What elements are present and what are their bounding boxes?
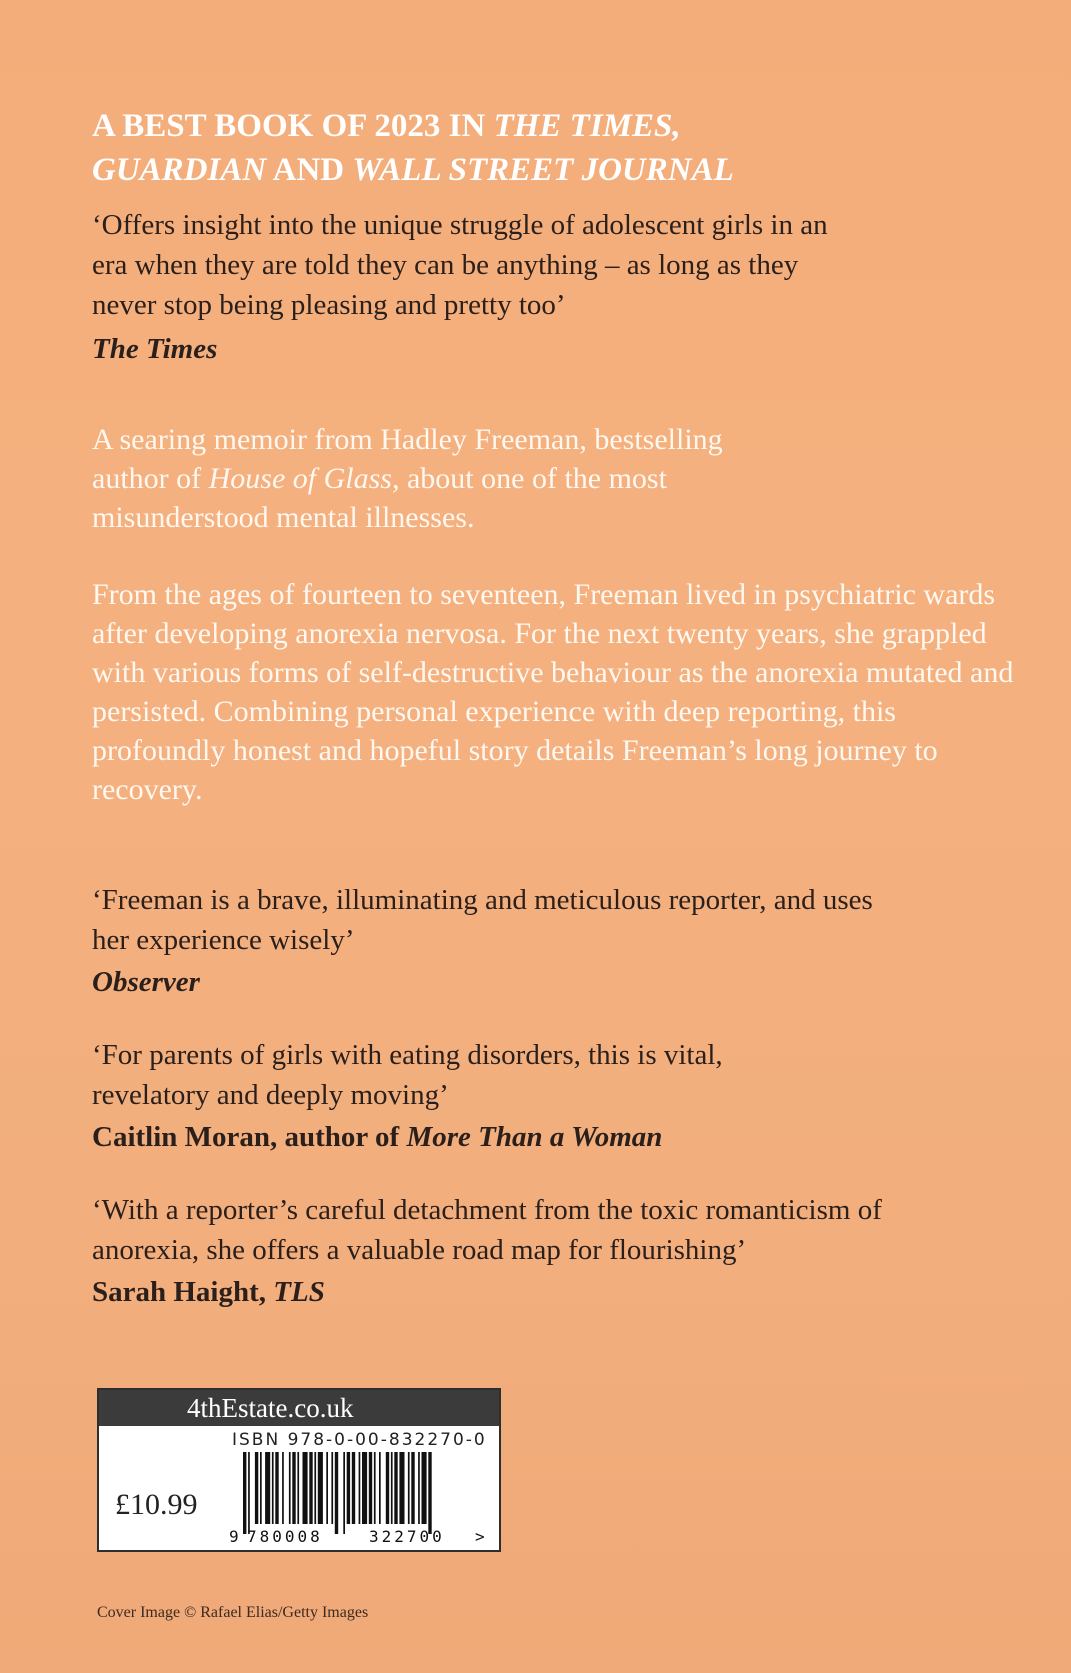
barcode-bar (379, 1452, 381, 1524)
blurb-paragraph-1 (92, 420, 792, 537)
barcode-bar (326, 1452, 328, 1524)
barcode-digit-first: 9 (229, 1527, 239, 1546)
source-name: Sarah Haight, (92, 1276, 274, 1308)
headline-italic-times: THE TIMES, (493, 108, 681, 144)
barcode-bar (282, 1452, 284, 1524)
barcode-bar (391, 1452, 393, 1524)
barcode-bar (418, 1452, 420, 1524)
barcode-bar (292, 1452, 295, 1524)
barcode-bar (352, 1452, 355, 1524)
barcode-bar (343, 1452, 345, 1534)
barcode-panel (97, 1388, 501, 1552)
cover-image-credit: Cover Image © Rafael Elias/Getty Images (97, 1604, 369, 1621)
barcode-bar (347, 1452, 350, 1524)
isbn-label: ISBN 978-0-00-832270-0 (232, 1430, 487, 1450)
price: £10.99 (115, 1488, 198, 1521)
quote-source (92, 1117, 992, 1157)
quote-text: ‘Freeman is a brave, illuminating and meticulous reporter, and uses her experience wisely’ (92, 884, 873, 956)
blurb-p1-book-title: House of Glass, (208, 462, 400, 495)
barcode-digits-left: 780008 (247, 1527, 323, 1546)
barcode-bar (255, 1452, 258, 1524)
source-publication: TLS (273, 1276, 325, 1308)
source-book-title: More Than a Woman (406, 1121, 663, 1153)
headline-and: AND (266, 152, 353, 188)
barcode-bar (265, 1452, 270, 1524)
barcode-bar (331, 1452, 333, 1524)
barcode-bar (386, 1452, 389, 1524)
barcode-bar (243, 1452, 246, 1534)
barcode-bar (272, 1452, 274, 1524)
barcode-bar (399, 1452, 404, 1524)
award-headline (92, 104, 992, 192)
barcode-bar (260, 1452, 262, 1524)
barcode-bars (243, 1452, 432, 1534)
barcode-bar (411, 1452, 414, 1524)
barcode-bar (297, 1452, 299, 1524)
barcode-bar (422, 1452, 427, 1524)
barcode-bar (394, 1452, 397, 1524)
quote-text: ‘With a reporter’s careful detachment from the toxic romanticism of anorexia, she offers a valuable road map for flourishing’ (92, 1194, 882, 1266)
review-quote-moran (92, 1035, 992, 1157)
barcode-bar (289, 1452, 291, 1524)
barcode-bar (318, 1452, 323, 1524)
quote-source (92, 1272, 992, 1312)
barcode-bar (374, 1452, 376, 1524)
review-quote-observer (92, 880, 992, 1002)
barcode-graphic (229, 1452, 491, 1546)
headline-italic-guardian: GUARDIAN (92, 152, 267, 188)
barcode-bar (335, 1452, 338, 1534)
blurb-p2-text: From the ages of fourteen to seventeen, Freeman lived in psychiatric wards after developing anorexia nervosa. For the next twenty years, she grappled with various forms of self-destructive behaviour as the anorexia mutated and persisted. Combining personal experience with deep reporting, this profoundly honest and hopeful story details Freeman’s long journey to recovery. (92, 578, 1014, 806)
barcode-bar (309, 1452, 312, 1524)
barcode-bar (248, 1452, 250, 1534)
quote-source: The Times (92, 333, 218, 365)
barcode-bar (362, 1452, 367, 1524)
barcode-bar (428, 1452, 431, 1534)
barcode-bar (369, 1452, 372, 1524)
quote-source: Observer (92, 966, 200, 998)
barcode-bar (303, 1452, 308, 1524)
publisher-website: 4thEstate.co.uk (99, 1390, 499, 1426)
blurb-p1-text: A searing memoir from Hadley Freeman, bestselling author of (92, 423, 723, 495)
blurb-p1-suffix: about one of the most misunderstood mental illnesses. (92, 462, 667, 534)
review-quote-tls (92, 1190, 992, 1312)
review-quote-times (92, 205, 992, 369)
barcode-digits-right: 322700 (369, 1527, 445, 1546)
source-name: Caitlin Moran, author of (92, 1121, 407, 1153)
barcode-end-mark: > (475, 1527, 485, 1546)
barcode-bar (275, 1452, 278, 1524)
blurb-paragraph-2 (92, 575, 1022, 809)
quote-text: ‘Offers insight into the unique struggle of adolescent girls in an era when they are told they can be anything – as long as they never stop being pleasing and pretty too’ (92, 209, 828, 321)
quote-text: ‘For parents of girls with eating disorders, this is vital, revelatory and deeply moving’ (92, 1039, 723, 1111)
barcode-bar (314, 1452, 316, 1524)
barcode-bar (359, 1452, 361, 1524)
headline-italic-wsj: WALL STREET JOURNAL (352, 152, 734, 188)
headline-text: A BEST BOOK OF 2023 IN (92, 108, 494, 144)
barcode-bar (408, 1452, 410, 1524)
